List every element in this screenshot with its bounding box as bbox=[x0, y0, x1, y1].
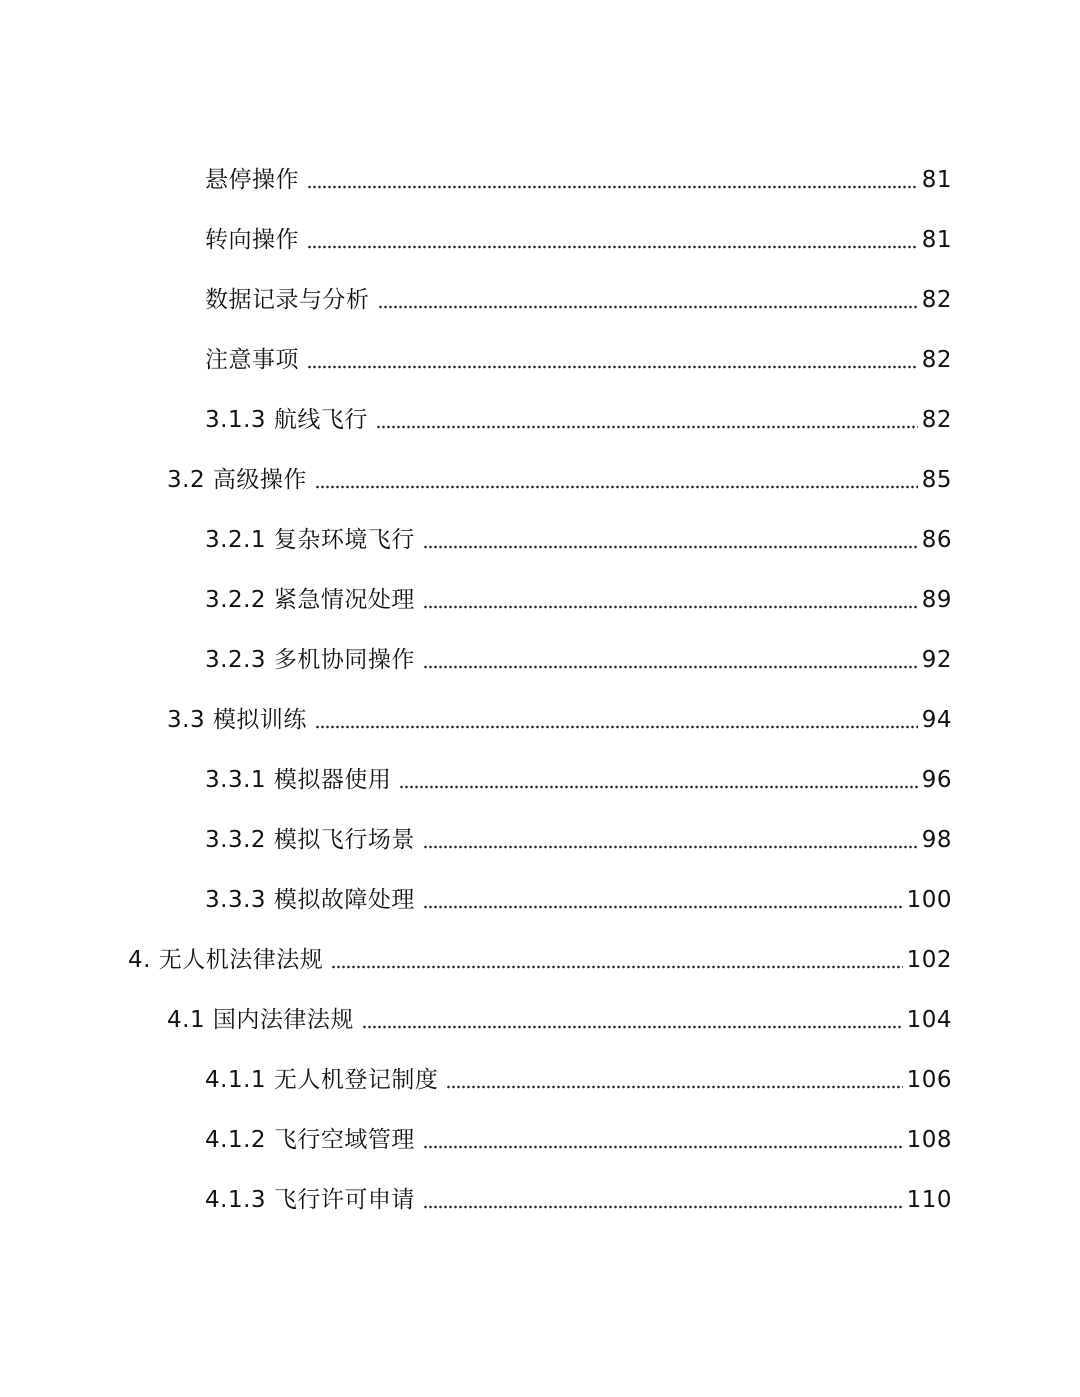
toc-entry-page: 106 bbox=[906, 1067, 952, 1093]
toc-dot-leader bbox=[423, 1205, 903, 1209]
table-of-contents bbox=[0, 150, 1080, 1230]
toc-dot-leader bbox=[307, 365, 918, 369]
toc-dot-leader bbox=[315, 725, 918, 729]
toc-dot-leader bbox=[423, 905, 903, 909]
toc-entry[interactable] bbox=[0, 870, 1080, 930]
toc-entry-page: 104 bbox=[906, 1007, 952, 1033]
toc-entry-page: 108 bbox=[906, 1127, 952, 1153]
toc-entry-title: 3.2.1 复杂环境飞行 bbox=[205, 527, 415, 553]
toc-entry[interactable] bbox=[0, 570, 1080, 630]
toc-entry-page: 102 bbox=[906, 947, 952, 973]
toc-entry[interactable] bbox=[0, 270, 1080, 330]
toc-dot-leader bbox=[315, 485, 918, 489]
toc-entry-title: 4.1.2 飞行空域管理 bbox=[205, 1127, 415, 1153]
toc-entry-page: 82 bbox=[921, 407, 952, 433]
toc-entry-title: 4. 无人机法律法规 bbox=[128, 947, 324, 973]
toc-dot-leader bbox=[423, 1145, 903, 1149]
toc-entry[interactable] bbox=[0, 690, 1080, 750]
toc-entry-title: 4.1.3 飞行许可申请 bbox=[205, 1187, 415, 1213]
toc-entry[interactable] bbox=[0, 330, 1080, 390]
toc-entry-title: 3.2 高级操作 bbox=[167, 467, 307, 493]
toc-dot-leader bbox=[446, 1085, 902, 1089]
toc-entry-title: 3.3.1 模拟器使用 bbox=[205, 767, 392, 793]
toc-dot-leader bbox=[362, 1025, 903, 1029]
toc-entry[interactable] bbox=[0, 1170, 1080, 1230]
toc-entry-title: 转向操作 bbox=[205, 227, 299, 253]
toc-entry[interactable] bbox=[0, 450, 1080, 510]
toc-entry-page: 86 bbox=[921, 527, 952, 553]
toc-entry-title: 4.1.1 无人机登记制度 bbox=[205, 1067, 439, 1093]
toc-entry[interactable] bbox=[0, 630, 1080, 690]
toc-entry-page: 100 bbox=[906, 887, 952, 913]
toc-entry-page: 85 bbox=[921, 467, 952, 493]
toc-dot-leader bbox=[376, 425, 918, 429]
toc-entry-page: 81 bbox=[921, 167, 952, 193]
toc-entry[interactable] bbox=[0, 390, 1080, 450]
toc-dot-leader bbox=[423, 845, 918, 849]
toc-entry-title: 3.3 模拟训练 bbox=[167, 707, 307, 733]
toc-entry-page: 110 bbox=[906, 1187, 952, 1213]
toc-entry-title: 4.1 国内法律法规 bbox=[167, 1007, 354, 1033]
toc-entry-title: 注意事项 bbox=[205, 347, 299, 373]
toc-entry-page: 82 bbox=[921, 347, 952, 373]
toc-entry[interactable] bbox=[0, 150, 1080, 210]
toc-entry-title: 3.3.2 模拟飞行场景 bbox=[205, 827, 415, 853]
toc-entry[interactable] bbox=[0, 510, 1080, 570]
toc-dot-leader bbox=[423, 545, 918, 549]
toc-entry[interactable] bbox=[0, 1110, 1080, 1170]
toc-entry-title: 3.3.3 模拟故障处理 bbox=[205, 887, 415, 913]
toc-entry[interactable] bbox=[0, 810, 1080, 870]
toc-entry-page: 82 bbox=[921, 287, 952, 313]
toc-entry-page: 92 bbox=[921, 647, 952, 673]
toc-entry-title: 3.2.3 多机协同操作 bbox=[205, 647, 415, 673]
toc-dot-leader bbox=[423, 665, 918, 669]
toc-entry-page: 89 bbox=[921, 587, 952, 613]
toc-entry-title: 悬停操作 bbox=[205, 167, 299, 193]
toc-dot-leader bbox=[331, 965, 902, 969]
toc-entry[interactable] bbox=[0, 990, 1080, 1050]
toc-entry-page: 98 bbox=[921, 827, 952, 853]
toc-entry[interactable] bbox=[0, 930, 1080, 990]
toc-entry[interactable] bbox=[0, 750, 1080, 810]
toc-entry-page: 96 bbox=[921, 767, 952, 793]
toc-entry[interactable] bbox=[0, 210, 1080, 270]
toc-entry-page: 81 bbox=[921, 227, 952, 253]
toc-entry-title: 3.2.2 紧急情况处理 bbox=[205, 587, 415, 613]
toc-entry-title: 数据记录与分析 bbox=[205, 287, 370, 313]
toc-dot-leader bbox=[307, 185, 918, 189]
toc-entry[interactable] bbox=[0, 1050, 1080, 1110]
toc-dot-leader bbox=[378, 305, 918, 309]
toc-entry-title: 3.1.3 航线飞行 bbox=[205, 407, 368, 433]
toc-dot-leader bbox=[399, 785, 917, 789]
toc-dot-leader bbox=[423, 605, 918, 609]
toc-entry-page: 94 bbox=[921, 707, 952, 733]
toc-dot-leader bbox=[307, 245, 918, 249]
